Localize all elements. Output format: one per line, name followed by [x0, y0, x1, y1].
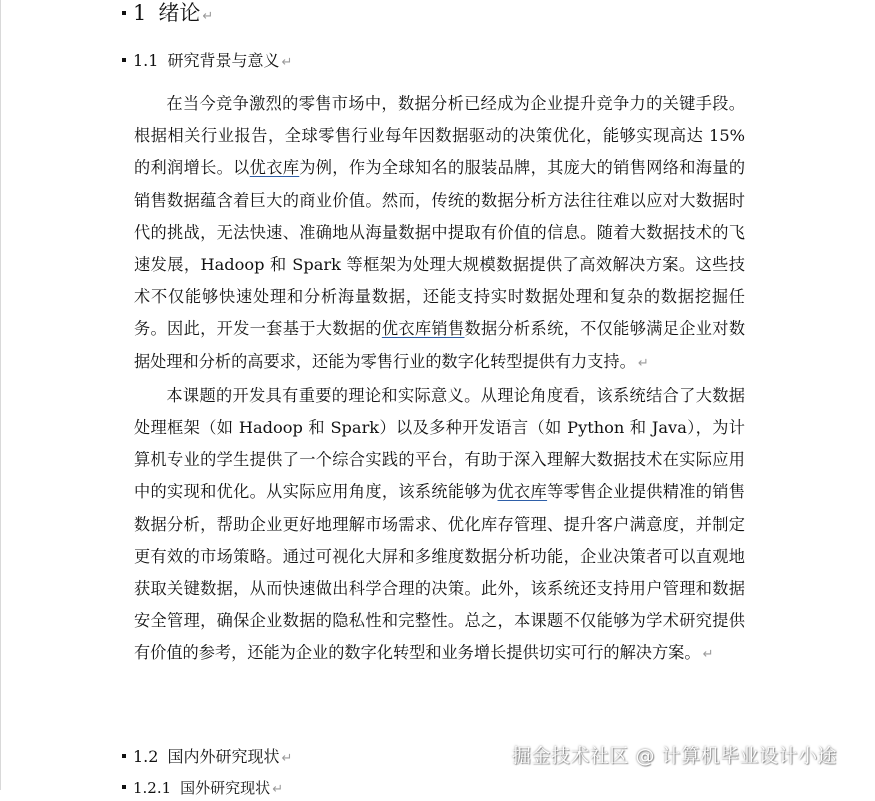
heading-bullet	[122, 58, 126, 62]
paragraph-1	[134, 88, 745, 380]
watermark-text: 掘金技术社区 @ 计算机毕业设计小途	[512, 745, 838, 767]
paragraph-text: 等零售企业提供精准的销售数据分析，帮助企业更好地理解市场需求、优化库存管理、提升客户满意度，并制定更有效的市场策略。通过可视化大屏和多维度数据分析功能，企业决策者可以直观地获取关键数据，从而快速做出科学合理的决策。此外，该系统还支持用户管理和数据安全管理，确保企业数据的隐私性和完整性。总之，本课题不仅能够为学术研究提供有价值的参考，还能为企业的数字化转型和业务增长提供切实可行的解决方案。	[134, 482, 746, 663]
paragraph-mark: ↵	[202, 9, 214, 24]
section-heading-1-2	[122, 745, 292, 771]
page-edge	[0, 0, 1, 790]
paragraph-mark: ↵	[637, 355, 649, 371]
paragraph-text: 数据分析系统，不仅能够满足企业对数据处理和分析的高要求，还能为零售行业的数字化转型提供有力支持。	[134, 319, 746, 371]
section-title: 研究背景与意义	[167, 51, 280, 70]
chapter-number: 1	[133, 1, 147, 25]
chapter-heading	[122, 0, 213, 32]
paragraph-2	[134, 380, 745, 672]
paragraph-mark: ↵	[281, 751, 293, 766]
section-heading-1-2-1	[122, 777, 283, 801]
heading-bullet	[122, 754, 126, 758]
section-title: 国外研究现状	[180, 779, 271, 797]
section-number: 1.1	[133, 51, 159, 70]
paragraph-mark: ↵	[702, 647, 714, 663]
section-number: 1.2	[133, 747, 159, 766]
section-heading-1-1	[122, 49, 292, 75]
body-paragraphs	[134, 88, 745, 672]
heading-bullet	[122, 785, 126, 789]
paragraph-mark: ↵	[281, 55, 293, 70]
paragraph-mark: ↵	[272, 782, 284, 797]
underlined-term[interactable]: 优衣库	[249, 158, 300, 178]
underlined-term[interactable]: 优衣库	[497, 482, 548, 502]
section-number: 1.2.1	[133, 779, 172, 797]
section-title: 国内外研究现状	[167, 747, 280, 766]
chapter-title: 绪论	[158, 1, 201, 25]
paragraph-text: 在当今竞争激烈的零售市场中，数据分析已经成为企业提升竞争力的关键手段。根据相关行业报告，全球零售行业每年因数据驱动的决策优化，能够实现高达 15% 的利润增长。以	[134, 94, 745, 178]
heading-bullet	[122, 11, 126, 15]
paragraph-text: 本课题的开发具有重要的理论和实际意义。从理论角度看，该系统结合了大数据处理框架（如 Hadoop 和 Spark）以及多种开发语言（如 Python 和 Java），为计算机专业的学生提供了一个综合实践的平台，有助于深入理解大数据技术在实际应用中的实现和优化。从实际应用角度，该系统能够为	[134, 385, 745, 502]
paragraph-text: 为例，作为全球知名的服装品牌，其庞大的销售网络和海量的销售数据蕴含着巨大的商业价值。然而，传统的数据分析方法往往难以应对大数据时代的挑战，无法快速、准确地从海量数据中提取有价值的信息。随着大数据技术的飞速发展，Hadoop 和 Spark 等框架为处理大规模数据提供了高效解决方案。这些技术不仅能够快速处理和分析海量数据，还能支持实时数据处理和复杂的数据挖掘任务。因此，开发一套基于大数据的	[134, 158, 746, 339]
underlined-term[interactable]: 优衣库销售	[381, 319, 465, 339]
